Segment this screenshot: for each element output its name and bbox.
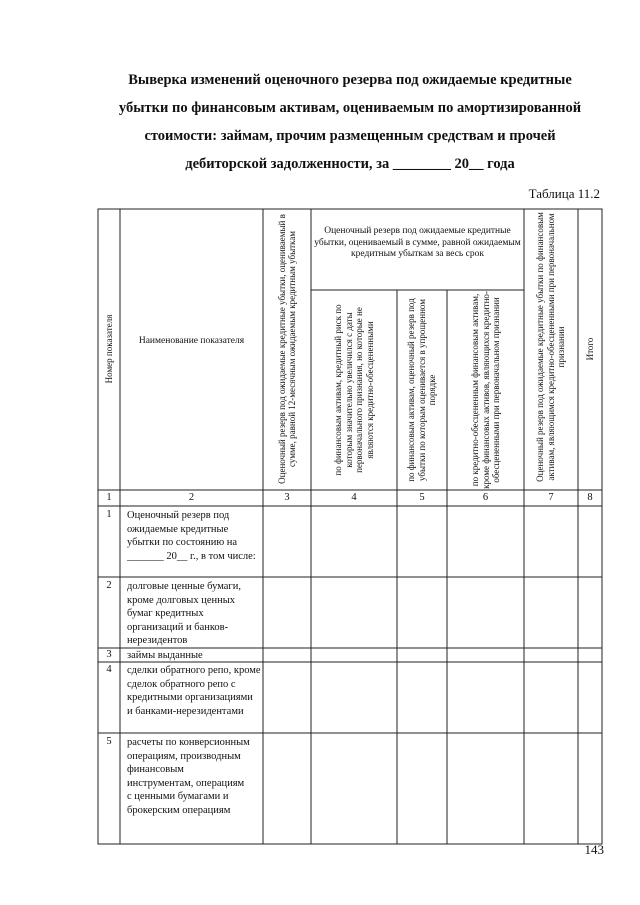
header-poci: Оценочный резерв под ожидаемые кредитные убытки по финансовым активам, являющимся кредитно-обесцененными при первоначальном признании bbox=[535, 212, 567, 482]
row-3-label: займы выданные bbox=[127, 650, 203, 661]
row-1-label: Оценочный резерв под ожидаемые кредитные убытки по состоянию на _______ 20__ г., в том числе: bbox=[127, 510, 256, 562]
row-2-number: 2 bbox=[106, 580, 112, 591]
column-number-6: 6 bbox=[482, 492, 489, 503]
header-simplified-approach: по финансовым активам, оценочный резерв под убытки по которым оценивается в упрощенном порядке bbox=[406, 298, 438, 482]
row-3-number: 3 bbox=[106, 649, 112, 660]
title-line-1: Выверка изменений оценочного резерва под ожидаемые кредитные bbox=[128, 72, 572, 88]
header-total: Итого bbox=[584, 337, 595, 361]
column-number-8: 8 bbox=[587, 492, 593, 503]
column-number-2: 2 bbox=[188, 492, 195, 503]
header-significant-increase: по финансовым активам, кредитный риск по которым значительно увеличился с даты первоначального признания, но которые не являются кредитно-обесцененными bbox=[333, 304, 375, 476]
column-number-7: 7 bbox=[548, 492, 554, 503]
row-5-label: расчеты по конверсионным операциям, производным финансовым инструментам, операциям с ценными бумагами и брокерским операциям bbox=[127, 737, 250, 816]
table-label: Таблица 11.2 bbox=[528, 186, 600, 201]
column-number-1: 1 bbox=[106, 492, 112, 503]
row-4-label: сделки обратного репо, кроме сделок обратного репо с кредитными организациями и банками-нерезидентами bbox=[127, 665, 261, 717]
column-number-5: 5 bbox=[419, 492, 425, 503]
title-line-2: убытки по финансовым активам, оцениваемым по амортизированной bbox=[118, 100, 582, 116]
header-credit-impaired: по кредитно-обесцененным финансовым активам, кроме финансовых активов, являющихся кредитно-обесцененными при первоначальном признании bbox=[470, 291, 502, 489]
row-1-number: 1 bbox=[106, 509, 112, 520]
title-line-4: дебиторской задолженности, за ________ 20__ года bbox=[185, 156, 515, 172]
column-number-3: 3 bbox=[284, 492, 290, 503]
column-number-4: 4 bbox=[351, 492, 357, 503]
row-2-label: долговые ценные бумаги, кроме долговых ценных бумаг кредитных организаций и банков-нерезидентов bbox=[127, 581, 241, 646]
row-5-number: 5 bbox=[106, 736, 112, 747]
header-12-month-ecl: Оценочный резерв под ожидаемые кредитные убытки, оцениваемый в сумме, равной 12-месячным ожидаемым кредитным убыткам bbox=[276, 214, 297, 484]
title-line-3: стоимости: займам, прочим размещенным средствам и прочей bbox=[144, 128, 556, 144]
header-lifetime-ecl-group: Оценочный резерв под ожидаемые кредитные убытки, оцениваемый в сумме, равной ожидаемым кредитным убыткам за весь срок bbox=[314, 226, 521, 259]
header-indicator-name: Наименование показателя bbox=[138, 336, 245, 346]
row-4-number: 4 bbox=[106, 664, 112, 675]
page-number: 143 bbox=[584, 842, 604, 857]
header-indicator-number: Номер показателя bbox=[103, 314, 114, 384]
